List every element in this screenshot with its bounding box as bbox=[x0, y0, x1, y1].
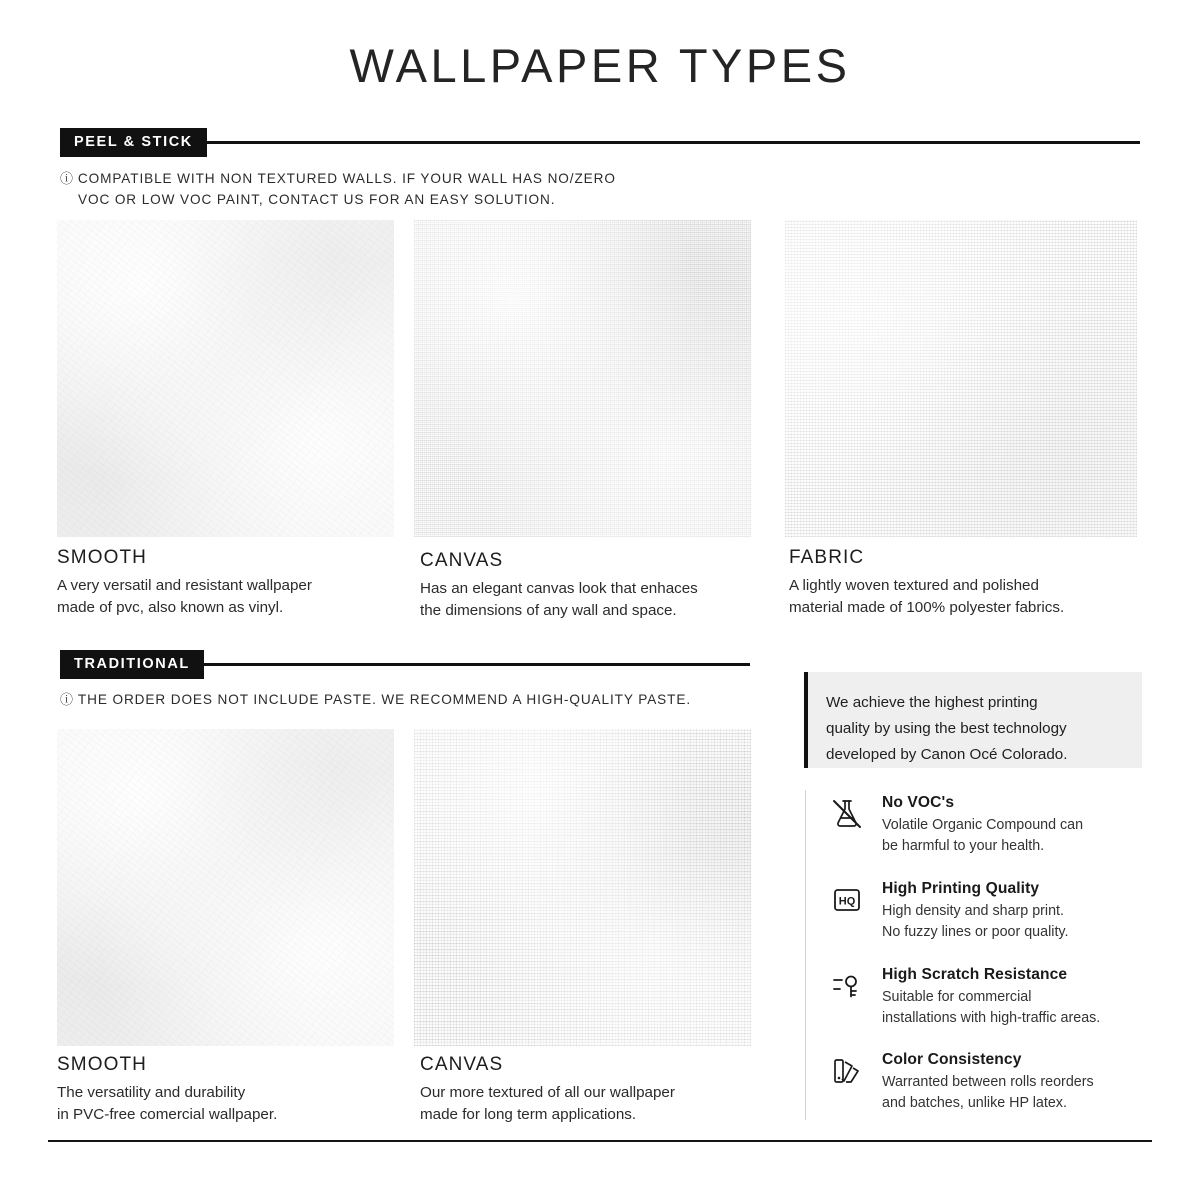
quote-line-3: developed by Canon Océ Colorado. bbox=[826, 746, 1068, 764]
section-rule bbox=[204, 663, 750, 666]
section-rule bbox=[207, 141, 1140, 144]
smooth-paper-texture bbox=[57, 729, 394, 1046]
no-voc-flask-icon bbox=[828, 795, 866, 833]
desc-line-2: No fuzzy lines or poor quality. bbox=[882, 923, 1069, 940]
feature-desc bbox=[882, 987, 1100, 1028]
feature-text bbox=[882, 793, 1083, 856]
desc-line-1: Our more textured of all our wallpaper bbox=[420, 1084, 675, 1101]
page-title: WALLPAPER TYPES bbox=[349, 39, 851, 92]
desc-line-1: High density and sharp print. bbox=[882, 903, 1064, 919]
swatch-name-smooth-traditional: SMOOTH bbox=[57, 1054, 147, 1075]
feature-title: Color Consistency bbox=[882, 1051, 1022, 1068]
feature-list-divider bbox=[805, 790, 806, 1120]
feature-high-printing-quality bbox=[828, 879, 1138, 942]
feature-title: High Printing Quality bbox=[882, 880, 1040, 897]
desc-line-2: the dimensions of any wall and space. bbox=[420, 602, 677, 620]
smooth-paper-texture bbox=[57, 220, 394, 537]
feature-text bbox=[882, 879, 1068, 942]
feature-high-scratch-resistance bbox=[828, 965, 1148, 1028]
swatch-canvas-traditional[interactable] bbox=[414, 729, 751, 1046]
desc-line-2: in PVC-free comercial wallpaper. bbox=[57, 1106, 278, 1124]
desc-line-2: and batches, unlike HP latex. bbox=[882, 1094, 1067, 1111]
canvas-weave-texture bbox=[414, 220, 751, 537]
info-icon: ⓘ bbox=[60, 171, 74, 186]
coarse-canvas-texture bbox=[414, 729, 751, 1046]
quote-accent-bar bbox=[804, 672, 808, 768]
note-line-1: COMPATIBLE WITH NON TEXTURED WALLS. IF YOUR WALL HAS NO/ZERO bbox=[77, 171, 616, 186]
quote-line-1: We achieve the highest printing bbox=[826, 694, 1038, 711]
quote-text bbox=[826, 690, 1122, 768]
desc-line-2: material made of 100% polyester fabrics. bbox=[789, 599, 1065, 617]
swatch-desc-smooth-peel bbox=[57, 575, 402, 619]
swatch-fabric-peel[interactable] bbox=[785, 220, 1137, 537]
info-icon: ⓘ bbox=[60, 692, 74, 707]
footer-rule bbox=[48, 1140, 1152, 1142]
swatch-canvas-peel[interactable] bbox=[414, 220, 751, 537]
quality-quote-box bbox=[804, 672, 1142, 768]
desc-line-1: Suitable for commercial bbox=[882, 989, 1032, 1005]
feature-title: No VOC's bbox=[882, 794, 955, 811]
color-consistency-icon bbox=[828, 1052, 866, 1090]
swatch-name-canvas-peel: CANVAS bbox=[420, 550, 504, 571]
feature-desc bbox=[882, 815, 1083, 856]
scratch-resistance-icon bbox=[828, 967, 866, 1005]
note-line-1: THE ORDER DOES NOT INCLUDE PASTE. WE RECOMMEND A HIGH-QUALITY PASTE. bbox=[77, 692, 691, 707]
section-header-traditional bbox=[60, 650, 750, 679]
feature-desc bbox=[882, 901, 1068, 942]
desc-line-1: Volatile Organic Compound can bbox=[882, 817, 1084, 833]
svg-text:HQ: HQ bbox=[838, 895, 856, 908]
fabric-weave-texture bbox=[785, 220, 1137, 537]
desc-line-2: made of pvc, also known as vinyl. bbox=[57, 599, 284, 617]
desc-line-1: A lightly woven textured and polished bbox=[789, 577, 1039, 594]
swatch-desc-smooth-traditional bbox=[57, 1082, 402, 1126]
desc-line-2: be harmful to your health. bbox=[882, 837, 1045, 854]
desc-line-1: A very versatil and resistant wallpaper bbox=[57, 577, 312, 594]
feature-no-voc bbox=[828, 793, 1138, 856]
hq-print-icon bbox=[828, 881, 866, 919]
feature-desc bbox=[882, 1072, 1094, 1113]
quote-line-2: quality by using the best technology bbox=[826, 720, 1067, 738]
swatch-desc-canvas-peel bbox=[420, 578, 770, 622]
desc-line-2: installations with high-traffic areas. bbox=[882, 1009, 1101, 1026]
feature-color-consistency bbox=[828, 1050, 1148, 1113]
swatch-smooth-peel[interactable] bbox=[57, 220, 394, 537]
desc-line-2: made for long term applications. bbox=[420, 1106, 637, 1124]
desc-line-1: The versatility and durability bbox=[57, 1084, 246, 1101]
section-tag-peel-stick: PEEL & STICK bbox=[60, 128, 207, 157]
swatch-desc-canvas-traditional bbox=[420, 1082, 770, 1126]
swatch-name-fabric-peel: FABRIC bbox=[789, 547, 865, 568]
swatch-smooth-traditional[interactable] bbox=[57, 729, 394, 1046]
section-header-peel-stick bbox=[60, 128, 1140, 157]
desc-line-1: Warranted between rolls reorders bbox=[882, 1074, 1094, 1090]
note-peel-stick bbox=[60, 168, 760, 210]
desc-line-1: Has an elegant canvas look that enhaces bbox=[420, 580, 698, 597]
swatch-name-canvas-traditional: CANVAS bbox=[420, 1054, 504, 1075]
note-traditional bbox=[60, 689, 760, 710]
feature-title: High Scratch Resistance bbox=[882, 966, 1068, 983]
swatch-desc-fabric-peel bbox=[789, 575, 1149, 619]
feature-text bbox=[882, 1050, 1094, 1113]
feature-text bbox=[882, 965, 1100, 1028]
note-line-2: VOC OR LOW VOC PAINT, CONTACT US FOR AN EASY SOLUTION. bbox=[78, 192, 556, 208]
section-tag-traditional: TRADITIONAL bbox=[60, 650, 204, 679]
swatch-name-smooth-peel: SMOOTH bbox=[57, 547, 147, 568]
